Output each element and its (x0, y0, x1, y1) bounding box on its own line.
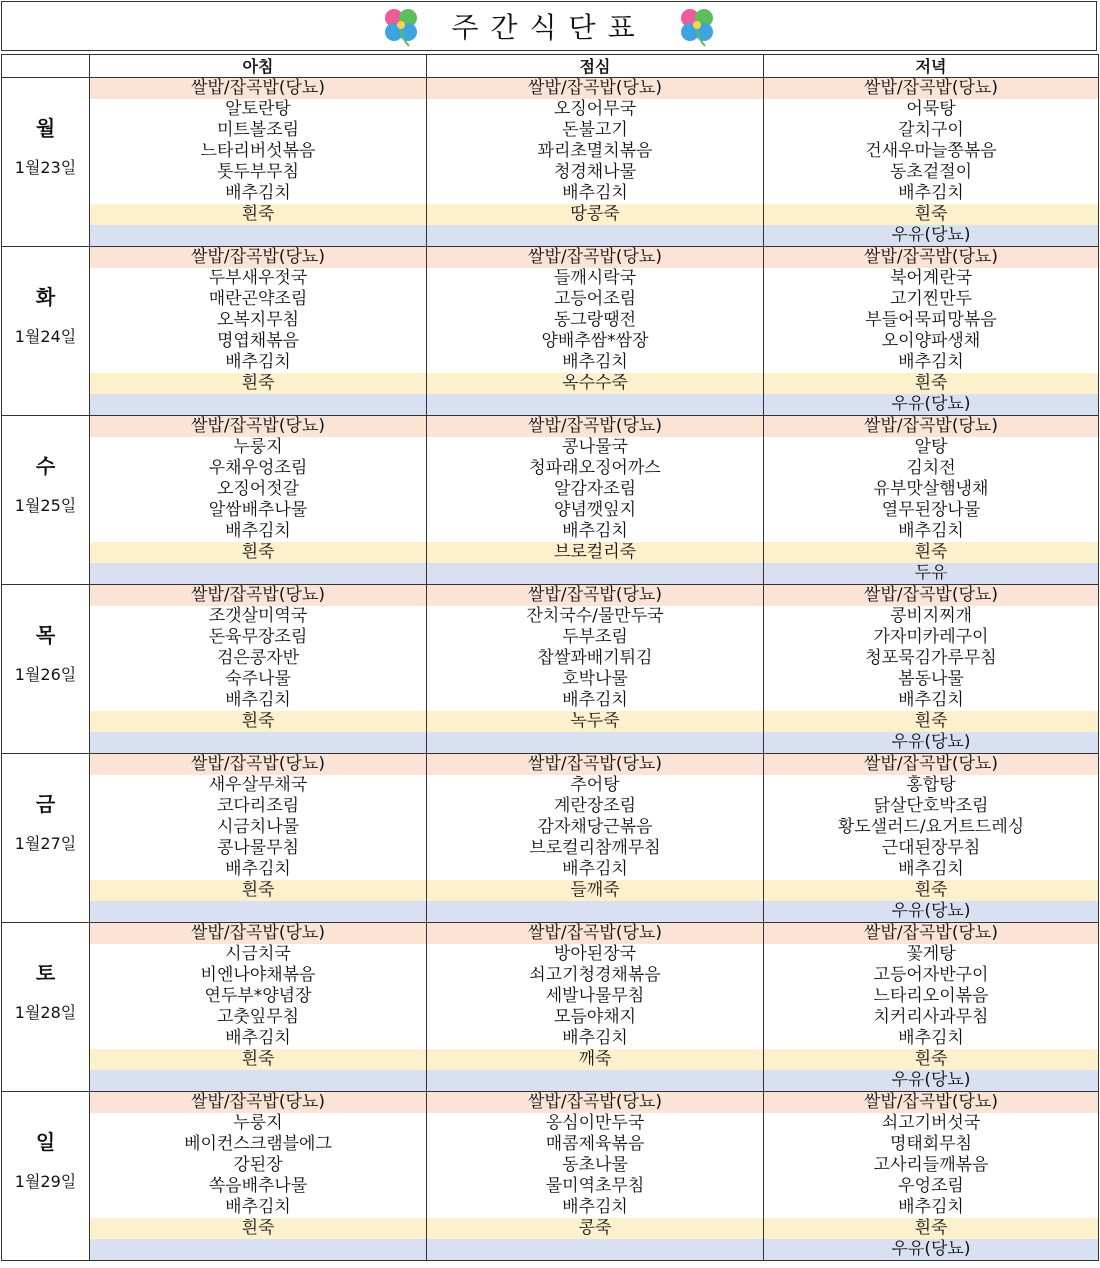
day-cell (2, 78, 90, 247)
breakfast-item: 쌀밥/잡곡밥(당뇨) (90, 78, 427, 100)
breakfast-item: 숙주나물 (90, 669, 427, 690)
lunch-item: 배추김치 (427, 183, 764, 204)
lunch-item: 고등어조림 (427, 289, 764, 310)
menu-row (2, 1239, 1099, 1261)
lunch-item: 쌀밥/잡곡밥(당뇨) (427, 754, 764, 776)
breakfast-item: 두부새우젓국 (90, 268, 427, 289)
day-cell (2, 585, 90, 754)
menu-table (1, 54, 1099, 1261)
menu-row (2, 606, 1099, 627)
dinner-item: 쌀밥/잡곡밥(당뇨) (764, 585, 1099, 607)
header-dinner: 저녁 (764, 55, 1099, 78)
day-date: 1월24일 (14, 327, 77, 346)
breakfast-item: 배추김치 (90, 352, 427, 373)
breakfast-item: 연두부*양념장 (90, 986, 427, 1007)
dinner-item: 배추김치 (764, 1197, 1099, 1218)
breakfast-item (90, 1239, 427, 1261)
breakfast-item: 누룽지 (90, 437, 427, 458)
breakfast-item: 베이컨스크램블에그 (90, 1134, 427, 1155)
breakfast-item: 톳두부무침 (90, 162, 427, 183)
breakfast-item: 배추김치 (90, 859, 427, 880)
menu-row (2, 1092, 1099, 1114)
day-date: 1월23일 (14, 158, 77, 177)
menu-body (2, 78, 1099, 1261)
day-name: 수 (35, 454, 56, 478)
lunch-item: 호박나물 (427, 669, 764, 690)
menu-row (2, 225, 1099, 247)
menu-row (2, 986, 1099, 1007)
clover-icon (675, 4, 719, 48)
menu-row (2, 1197, 1099, 1218)
lunch-item: 모듬야채지 (427, 1007, 764, 1028)
dinner-item: 배추김치 (764, 521, 1099, 542)
day-name: 금 (35, 792, 56, 816)
breakfast-item: 오복지무침 (90, 310, 427, 331)
menu-row (2, 880, 1099, 901)
breakfast-item: 쌀밥/잡곡밥(당뇨) (90, 754, 427, 776)
breakfast-item: 명엽채볶음 (90, 331, 427, 352)
menu-row (2, 247, 1099, 269)
menu-row (2, 838, 1099, 859)
breakfast-item: 비엔나야채볶음 (90, 965, 427, 986)
menu-row (2, 479, 1099, 500)
lunch-item: 쌀밥/잡곡밥(당뇨) (427, 923, 764, 945)
menu-row (2, 416, 1099, 438)
dinner-item: 우유(당뇨) (764, 1070, 1099, 1092)
lunch-item: 브로컬리죽 (427, 542, 764, 563)
day-name: 토 (35, 961, 56, 985)
dinner-item: 고기찐만두 (764, 289, 1099, 310)
menu-row (2, 162, 1099, 183)
breakfast-item: 흰죽 (90, 1218, 427, 1239)
menu-row (2, 944, 1099, 965)
dinner-item: 어묵탕 (764, 99, 1099, 120)
menu-row (2, 1028, 1099, 1049)
lunch-item: 들깨시락국 (427, 268, 764, 289)
title-banner (1, 1, 1097, 51)
breakfast-item: 쌀밥/잡곡밥(당뇨) (90, 585, 427, 607)
dinner-item: 갈치구이 (764, 120, 1099, 141)
dinner-item: 흰죽 (764, 880, 1099, 901)
lunch-item: 양배추쌈*쌈장 (427, 331, 764, 352)
lunch-item: 잔치국수/물만두국 (427, 606, 764, 627)
menu-row (2, 1176, 1099, 1197)
lunch-item: 꽈리초멸치볶음 (427, 141, 764, 162)
lunch-item: 쇠고기청경채볶음 (427, 965, 764, 986)
breakfast-item: 쌀밥/잡곡밥(당뇨) (90, 1092, 427, 1114)
lunch-item (427, 732, 764, 754)
lunch-item: 알감자조림 (427, 479, 764, 500)
lunch-item: 콩죽 (427, 1218, 764, 1239)
breakfast-item: 알토란탕 (90, 99, 427, 120)
dinner-item: 흰죽 (764, 542, 1099, 563)
dinner-item: 김치전 (764, 458, 1099, 479)
dinner-item: 동초겉절이 (764, 162, 1099, 183)
dinner-item: 명태회무침 (764, 1134, 1099, 1155)
breakfast-item: 고춧잎무침 (90, 1007, 427, 1028)
dinner-item: 유부맛살햄냉채 (764, 479, 1099, 500)
dinner-item: 봄동나물 (764, 669, 1099, 690)
lunch-item: 들깨죽 (427, 880, 764, 901)
dinner-item: 두유 (764, 563, 1099, 585)
menu-row (2, 331, 1099, 352)
lunch-item: 계란장조림 (427, 796, 764, 817)
breakfast-item: 우채우엉조림 (90, 458, 427, 479)
breakfast-item: 흰죽 (90, 373, 427, 394)
menu-row (2, 141, 1099, 162)
lunch-item: 오징어무국 (427, 99, 764, 120)
lunch-item (427, 225, 764, 247)
dinner-item: 황도샐러드/요거트드레싱 (764, 817, 1099, 838)
day-date: 1월26일 (14, 665, 77, 684)
menu-row (2, 78, 1099, 100)
breakfast-item: 배추김치 (90, 690, 427, 711)
breakfast-item: 코다리조림 (90, 796, 427, 817)
lunch-item: 배추김치 (427, 690, 764, 711)
dinner-item: 알탕 (764, 437, 1099, 458)
menu-row (2, 204, 1099, 225)
dinner-item: 콩비지찌개 (764, 606, 1099, 627)
menu-row (2, 585, 1099, 607)
lunch-item: 배추김치 (427, 1197, 764, 1218)
day-date: 1월29일 (14, 1172, 77, 1191)
dinner-item: 우유(당뇨) (764, 1239, 1099, 1261)
dinner-item: 건새우마늘쫑볶음 (764, 141, 1099, 162)
breakfast-item: 쌀밥/잡곡밥(당뇨) (90, 247, 427, 269)
breakfast-item: 쌀밥/잡곡밥(당뇨) (90, 416, 427, 438)
dinner-item: 우유(당뇨) (764, 225, 1099, 247)
dinner-item: 치커리사과무침 (764, 1007, 1099, 1028)
lunch-item: 방아된장국 (427, 944, 764, 965)
lunch-item: 쌀밥/잡곡밥(당뇨) (427, 78, 764, 100)
day-name: 월 (35, 116, 56, 140)
menu-row (2, 796, 1099, 817)
lunch-item: 동초나물 (427, 1155, 764, 1176)
menu-row (2, 1113, 1099, 1134)
breakfast-item: 흰죽 (90, 711, 427, 732)
dinner-item: 흰죽 (764, 711, 1099, 732)
dinner-item: 우유(당뇨) (764, 732, 1099, 754)
header-row (2, 55, 1099, 78)
lunch-item: 배추김치 (427, 859, 764, 880)
dinner-item: 우유(당뇨) (764, 394, 1099, 416)
dinner-item: 열무된장나물 (764, 500, 1099, 521)
dinner-item: 우유(당뇨) (764, 901, 1099, 923)
breakfast-item: 쏙음배추나물 (90, 1176, 427, 1197)
menu-row (2, 352, 1099, 373)
menu-row (2, 521, 1099, 542)
dinner-item: 근대된장무침 (764, 838, 1099, 859)
dinner-item: 배추김치 (764, 183, 1099, 204)
breakfast-item: 흰죽 (90, 542, 427, 563)
menu-row (2, 923, 1099, 945)
lunch-item: 돈불고기 (427, 120, 764, 141)
menu-row (2, 1134, 1099, 1155)
breakfast-item: 시금치나물 (90, 817, 427, 838)
day-cell (2, 1092, 90, 1261)
header-corner (2, 55, 90, 78)
menu-row (2, 1218, 1099, 1239)
dinner-item: 흰죽 (764, 1049, 1099, 1070)
dinner-item: 쇠고기버섯국 (764, 1113, 1099, 1134)
menu-row (2, 458, 1099, 479)
day-cell (2, 754, 90, 923)
lunch-item: 땅콩죽 (427, 204, 764, 225)
menu-row (2, 563, 1099, 585)
header-lunch: 점심 (427, 55, 764, 78)
lunch-item: 쌀밥/잡곡밥(당뇨) (427, 585, 764, 607)
lunch-item: 물미역초무침 (427, 1176, 764, 1197)
dinner-item: 쌀밥/잡곡밥(당뇨) (764, 78, 1099, 100)
breakfast-item: 강된장 (90, 1155, 427, 1176)
breakfast-item: 새우살무채국 (90, 775, 427, 796)
menu-row (2, 542, 1099, 563)
dinner-item: 배추김치 (764, 352, 1099, 373)
breakfast-item: 조갯살미역국 (90, 606, 427, 627)
menu-row (2, 437, 1099, 458)
breakfast-item: 매란곤약조림 (90, 289, 427, 310)
menu-row (2, 965, 1099, 986)
dinner-item: 쌀밥/잡곡밥(당뇨) (764, 754, 1099, 776)
menu-row (2, 1155, 1099, 1176)
menu-row (2, 183, 1099, 204)
lunch-item (427, 1239, 764, 1261)
dinner-item: 배추김치 (764, 1028, 1099, 1049)
lunch-item: 양념깻잎지 (427, 500, 764, 521)
dinner-item: 쌀밥/잡곡밥(당뇨) (764, 1092, 1099, 1114)
breakfast-item: 콩나물무침 (90, 838, 427, 859)
dinner-item: 쌀밥/잡곡밥(당뇨) (764, 416, 1099, 438)
breakfast-item: 흰죽 (90, 880, 427, 901)
dinner-item: 쌀밥/잡곡밥(당뇨) (764, 923, 1099, 945)
menu-row (2, 500, 1099, 521)
lunch-item (427, 1070, 764, 1092)
breakfast-item: 배추김치 (90, 1197, 427, 1218)
day-date: 1월28일 (14, 1003, 77, 1022)
lunch-item: 콩나물국 (427, 437, 764, 458)
lunch-item: 쌀밥/잡곡밥(당뇨) (427, 247, 764, 269)
menu-row (2, 394, 1099, 416)
lunch-item: 감자채당근볶음 (427, 817, 764, 838)
breakfast-item: 배추김치 (90, 521, 427, 542)
lunch-item (427, 563, 764, 585)
breakfast-item (90, 1070, 427, 1092)
day-cell (2, 416, 90, 585)
dinner-item: 북어계란국 (764, 268, 1099, 289)
lunch-item (427, 901, 764, 923)
day-name: 목 (35, 623, 56, 647)
breakfast-item: 흰죽 (90, 204, 427, 225)
breakfast-item (90, 225, 427, 247)
day-date: 1월25일 (14, 496, 77, 515)
menu-row (2, 690, 1099, 711)
breakfast-item: 배추김치 (90, 1028, 427, 1049)
lunch-item: 매콤제육볶음 (427, 1134, 764, 1155)
menu-row (2, 901, 1099, 923)
breakfast-item: 쌀밥/잡곡밥(당뇨) (90, 923, 427, 945)
breakfast-item: 돈육무장조림 (90, 627, 427, 648)
dinner-item: 홍합탕 (764, 775, 1099, 796)
breakfast-item: 시금치국 (90, 944, 427, 965)
breakfast-item (90, 732, 427, 754)
day-cell (2, 923, 90, 1092)
breakfast-item: 알쌈배추나물 (90, 500, 427, 521)
day-name: 일 (35, 1130, 56, 1154)
lunch-item: 청경채나물 (427, 162, 764, 183)
menu-row (2, 1070, 1099, 1092)
menu-row (2, 859, 1099, 880)
breakfast-item: 오징어젓갈 (90, 479, 427, 500)
dinner-item: 우엉조림 (764, 1176, 1099, 1197)
dinner-item: 부들어묵피망볶음 (764, 310, 1099, 331)
menu-row (2, 373, 1099, 394)
clover-icon (379, 4, 423, 48)
lunch-item: 브로컬리참깨무침 (427, 838, 764, 859)
lunch-item: 찹쌀꽈배기튀김 (427, 648, 764, 669)
lunch-item: 동그랑땡전 (427, 310, 764, 331)
dinner-item: 청포묵김가루무침 (764, 648, 1099, 669)
breakfast-item: 미트볼조림 (90, 120, 427, 141)
lunch-item: 옥수수죽 (427, 373, 764, 394)
lunch-item: 두부조림 (427, 627, 764, 648)
breakfast-item (90, 394, 427, 416)
menu-row (2, 1007, 1099, 1028)
day-cell (2, 247, 90, 416)
lunch-item: 쌀밥/잡곡밥(당뇨) (427, 416, 764, 438)
menu-row (2, 817, 1099, 838)
dinner-item: 가자미카레구이 (764, 627, 1099, 648)
breakfast-item (90, 901, 427, 923)
lunch-item: 배추김치 (427, 521, 764, 542)
lunch-item: 청파래오징어까스 (427, 458, 764, 479)
dinner-item: 배추김치 (764, 859, 1099, 880)
day-name: 화 (35, 285, 56, 309)
menu-row (2, 120, 1099, 141)
lunch-item: 배추김치 (427, 1028, 764, 1049)
breakfast-item: 검은콩자반 (90, 648, 427, 669)
lunch-item: 배추김치 (427, 352, 764, 373)
breakfast-item: 흰죽 (90, 1049, 427, 1070)
menu-row (2, 775, 1099, 796)
day-date: 1월27일 (14, 834, 77, 853)
menu-row (2, 648, 1099, 669)
lunch-item: 옹심이만두국 (427, 1113, 764, 1134)
lunch-item: 세발나물무침 (427, 986, 764, 1007)
page-title: 주간식단표 (451, 11, 647, 44)
menu-row (2, 268, 1099, 289)
dinner-item: 꽃게탕 (764, 944, 1099, 965)
menu-row (2, 627, 1099, 648)
menu-row (2, 732, 1099, 754)
dinner-item: 흰죽 (764, 1218, 1099, 1239)
menu-row (2, 1049, 1099, 1070)
header-breakfast: 아침 (90, 55, 427, 78)
dinner-item: 고사리들깨볶음 (764, 1155, 1099, 1176)
lunch-item: 추어탕 (427, 775, 764, 796)
breakfast-item: 누룽지 (90, 1113, 427, 1134)
lunch-item: 쌀밥/잡곡밥(당뇨) (427, 1092, 764, 1114)
breakfast-item: 느타리버섯볶음 (90, 141, 427, 162)
lunch-item: 녹두죽 (427, 711, 764, 732)
dinner-item: 느타리오이볶음 (764, 986, 1099, 1007)
dinner-item: 흰죽 (764, 204, 1099, 225)
dinner-item: 닭살단호박조림 (764, 796, 1099, 817)
menu-row (2, 754, 1099, 776)
lunch-item: 깨죽 (427, 1049, 764, 1070)
dinner-item: 고등어자반구이 (764, 965, 1099, 986)
breakfast-item (90, 563, 427, 585)
menu-row (2, 669, 1099, 690)
dinner-item: 흰죽 (764, 373, 1099, 394)
menu-row (2, 289, 1099, 310)
breakfast-item: 배추김치 (90, 183, 427, 204)
menu-row (2, 310, 1099, 331)
lunch-item (427, 394, 764, 416)
dinner-item: 쌀밥/잡곡밥(당뇨) (764, 247, 1099, 269)
menu-row (2, 711, 1099, 732)
dinner-item: 배추김치 (764, 690, 1099, 711)
dinner-item: 오이양파생채 (764, 331, 1099, 352)
menu-row (2, 99, 1099, 120)
